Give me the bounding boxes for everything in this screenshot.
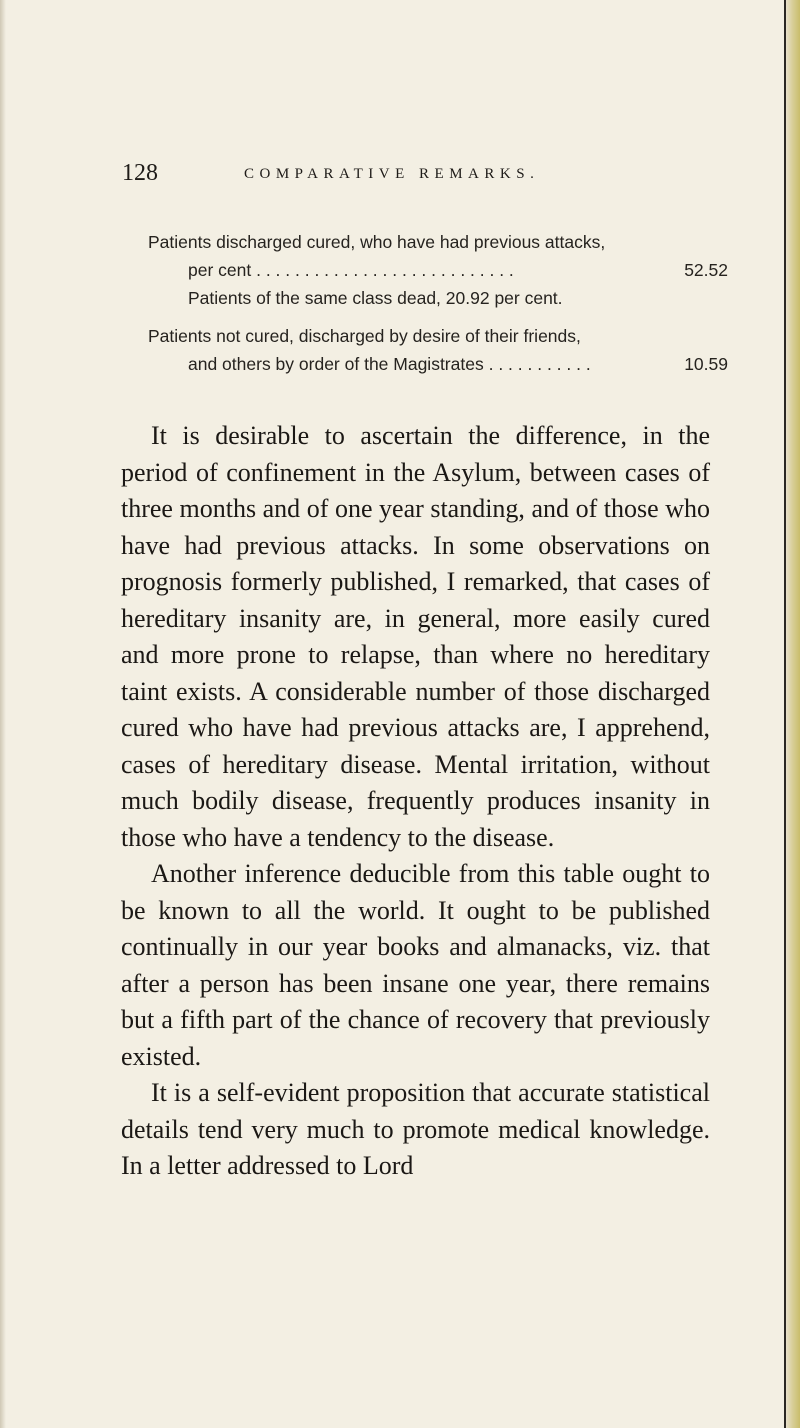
dot-leader: . . . . . . . . . . . . . . . . . . . . . . . . . . .	[256, 260, 514, 280]
stat-text: Patients not cured, discharged by desire of their friends,	[148, 326, 581, 346]
running-head: COMPARATIVE REMARKS.	[244, 166, 540, 182]
page-gutter-shadow	[0, 0, 6, 1428]
stat-line	[148, 228, 728, 256]
stat-line	[148, 284, 728, 312]
stat-value: 10.59	[684, 354, 728, 374]
page-edge	[786, 0, 800, 1428]
stat-value: 52.52	[684, 260, 728, 280]
body-text	[121, 418, 710, 1185]
stat-line	[148, 322, 728, 350]
stat-text: Patients of the same class dead, 20.92 per cent.	[188, 288, 563, 308]
paragraph: It is a self-evident proposition that accurate statistical details tend very much to promote medical knowledge. In a letter addressed to Lord	[121, 1078, 710, 1180]
page-edge-line	[784, 0, 786, 1428]
stat-line	[148, 256, 728, 284]
page-number: 128	[122, 160, 158, 186]
paragraph: Another inference deducible from this table ought to be known to all the world. It ought to be published continually in our year books and almanacks, viz. that after a person has been insane one year, there remains but a fifth part of the chance of recovery that previously existed.	[121, 859, 710, 1071]
stat-text: Patients discharged cured, who have had previous attacks,	[148, 232, 606, 252]
page-header	[122, 160, 682, 190]
stat-text: and others by order of the Magistrates	[188, 354, 484, 374]
stat-line	[148, 350, 728, 378]
dot-leader: . . . . . . . . . . .	[488, 354, 591, 374]
paragraph: It is desirable to ascertain the difference, in the period of confinement in the Asylum, between cases of three months and of one year standing, and of those who have had previous attacks. In some observations on prognosis formerly published, I remarked, that cases of hereditary insanity are, in general, more easily cured and more prone to relapse, than where no hereditary taint exists. A considerable number of those discharged cured who have had previous attacks are, I apprehend, cases of hereditary disease. Mental irritation, without much bodily disease, frequently produces insanity in those who have a tendency to the disease.	[121, 421, 710, 852]
stat-text: per cent	[188, 260, 252, 280]
statistics-block	[148, 228, 728, 378]
